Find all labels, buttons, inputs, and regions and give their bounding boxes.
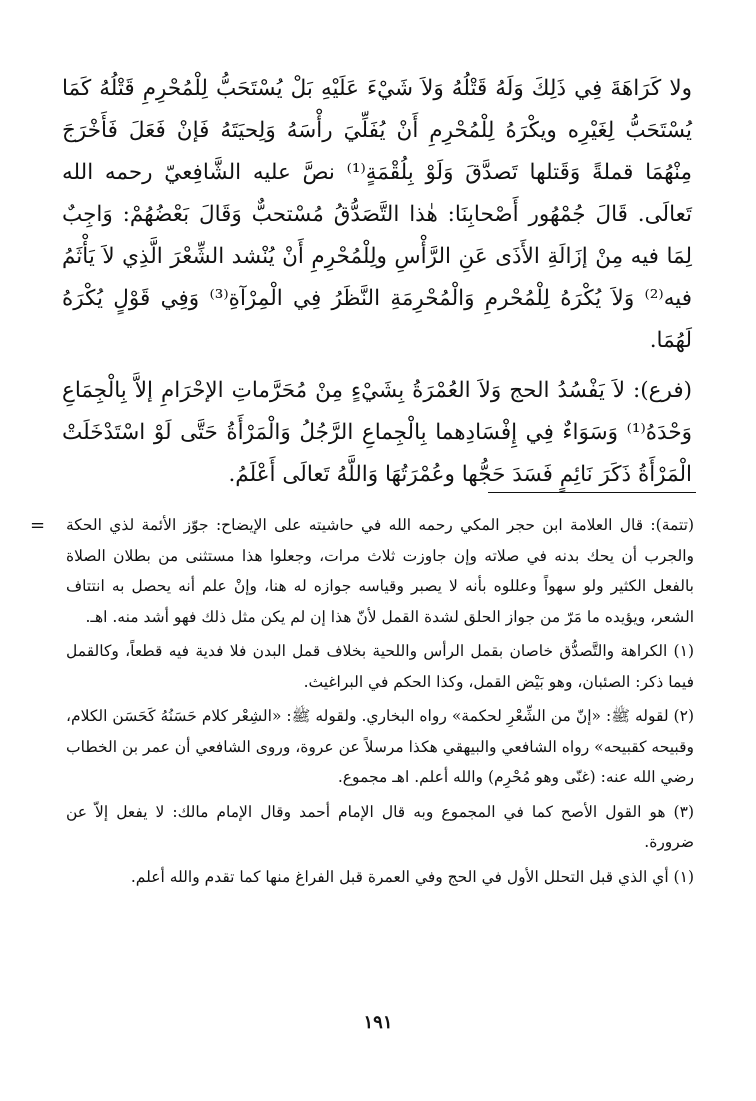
main-paragraph-ruling: ولا كَرَاهَةَ فِي ذَلِكَ وَلَهُ قَتْلُهُ وَلاَ شَيْءَ عَلَيْهِ بَلْ يُسْتَحَبُّ لِلْمُحْرِمِ قَتْلُهُ كَمَا يُسْتَحَبُّ لِغَيْرِه ويكْرَهُ لِلْمُحْرِمِ أَنْ يُفَلِّيَ رأْسَهُ وَلِحيَتَهُ فَإنْ فَعَلَ فَأَخْرَجَ مِنْهُمَا قملةً وَقَتلها تَصدَّقَ وَلَوْ بِلُقْمَةٍ⁽¹⁾ نصَّ عليه الشَّافِعيّ رحمه الله تَعالَى. قَالَ جُمْهُور أَصْحابِنَا: هٰذا التَّصَدُّقُ مُسْتحبٌّ وَقَالَ بَعْضُهُمْ: وَاجِبٌ لِمَا فيه مِنْ إزَالَةِ الأَذَى عَنِ الرَّأْسِ ولِلْمُحْرِمِ أَنْ يُنْشد الشِّعْرَ الَّذِي لاَ يَأْثَمُ فيه⁽²⁾ وَلاَ يُكْرَهُ لِلْمُحْرمِ وَالْمُحْرِمَةِ النَّظَرُ فِي الْمِرْآةِ⁽³⁾ وَفِي قَوْلٍ يُكْرَهُ لَهُمَا. — [62, 76, 693, 353]
footnote-divider — [488, 492, 696, 493]
main-paragraph-far: (فرع): لاَ يَفْسُدُ الحج وَلاَ العُمْرَةُ بِشَيْءٍ مِنْ مُحَرَّماتِ الإحْرَامِ إلاَّ بِالْجِمَاعِ وَحْدَهُ⁽¹⁾ وَسَوَاءٌ فِي إِفْسَادِهما بِالْجِماعِ الرَّجُلُ وَالْمَرْأَةُ حَتَّى لَوْ اسْتَدْخَلَتْ الْمَرْأَةُ ذَكَرَ نَائِمٍ فَسَدَ حَجُّها وعُمْرَتُهَا وَاللَّهُ تَعالَى أَعْلَمُ. — [62, 378, 692, 487]
footnote-continuation-mark: = — [30, 515, 46, 536]
footnote-2: (٢) لقوله ﷺ: «إنّ من الشِّعْرِ لحكمة» رواه البخاري. ولقوله ﷺ: «الشِعْر كلام حَسَنُهُ كَحَسَن الكلام، وقبيحه كقبيحه» رواه الشافعي والبيهقي هكذا مرسلاً عن عروة، وروى الشافعي أن عمر بن الخطاب رضي الله عنه: (غنّى وهو مُحْرِم) والله أعلم. اهـ مجموع. — [66, 707, 694, 786]
footnote-1: (١) الكراهة والتَّصدُّق خاصان بقمل الرأس واللحية بخلاف قمل البدن فلا فدية فيه قطعاً، وكالقمل فيما ذكر: الصئبان، وهو بَيْض القمل، وكذا الحكم في البراغيث. — [66, 642, 694, 691]
main-text — [62, 68, 692, 496]
footnote-tatimma: (تتمة): قال العلامة ابن حجر المكي رحمه الله في حاشيته على الإيضاح: جوّز الأئمة لذي الحكة والجرب أن يحك بدنه في صلاته وإن جاوزت ثلاث مرات، وجعلوا هذا مستثنى من بطلان الصلاة بالفعل الكثير ولو سهواً وعللوه بأنه لا يصبر وقياسه جوازه له هنا، وإنْ علم أنه يحصل به انتتاف الشعر، ويؤيده ما مَرّ من جواز الحلق لشدة القمل لأنّ هذا إن لم يكن مثل ذلك فهو أشد منه. اهـ. — [66, 516, 694, 626]
footnote-1-second: (١) أي الذي قبل التحلل الأول في الحج وفي العمرة قبل الفراغ منها كما تقدم والله أعلم. — [130, 867, 694, 886]
footnote-3: (٣) هو القول الأصح كما في المجموع وبه قال الإمام أحمد وقال الإمام مالك: لا يفعل إلاّ عن ضرورة. — [66, 802, 694, 851]
page-number: ١٩١ — [363, 1012, 393, 1033]
footnotes — [66, 510, 694, 892]
